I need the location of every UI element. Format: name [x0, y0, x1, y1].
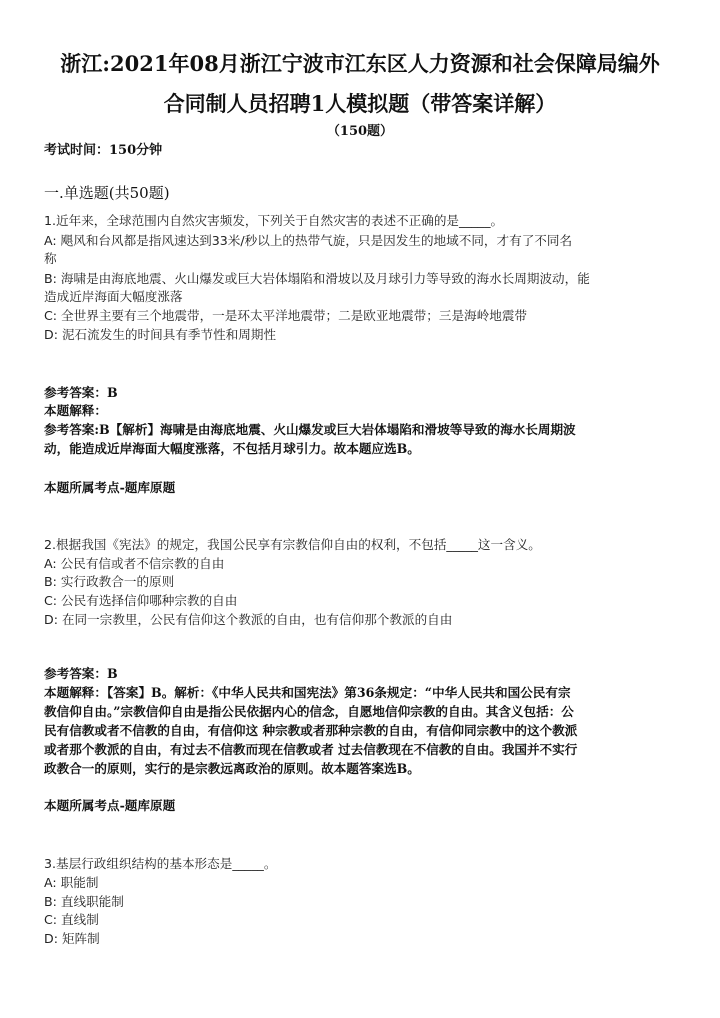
- question-2-explain-line-3: 民有信教或者不信教的自由，有信仰这 种宗教或者那种宗教的自由，有信仰同宗教中的这个教派: [44, 723, 578, 738]
- question-2-stem: 2.根据我国《宪法》的规定，我国公民享有宗教信仰自由的权利，不包括_____这一含义。: [44, 537, 541, 552]
- question-1-option-c: C: 全世界主要有三个地震带，一是环太平洋地震带；二是欧亚地震带；三是海岭地震带: [44, 308, 528, 323]
- question-3-stem: 3.基层行政组织结构的基本形态是_____。: [44, 856, 277, 871]
- question-1-option-d: D: 泥石流发生的时间具有季节性和周期性: [44, 327, 277, 342]
- question-1-source: 本题所属考点-题库原题: [44, 480, 176, 495]
- question-2-explain-line-1: 本题解释：【答案】B。解析：《中华人民共和国宪法》第36条规定：“中华人民共和国公民有宗: [44, 685, 571, 700]
- question-2-option-d: D: 在同一宗教里，公民有信仰这个教派的自由，也有信仰那个教派的自由: [44, 612, 453, 627]
- question-2-explain-line-4: 或者那个教派的自由，有过去不信教而现在信教或者 过去信教现在不信教的自由。我国并不实行: [44, 742, 578, 757]
- question-2-option-c: C: 公民有选择信仰哪种宗教的自由: [44, 593, 238, 608]
- document-title-line-1: 浙江:2021年08月浙江宁波市江东区人力资源和社会保障局编外: [60, 51, 660, 76]
- question-1-explain-line-1: 参考答案:B【解析】海啸是由海底地震、火山爆发或巨大岩体塌陷和滑坡等导致的海水长周期波: [44, 422, 576, 437]
- question-3-option-a: A: 职能制: [44, 875, 99, 890]
- question-2-answer: 参考答案：B: [44, 666, 118, 681]
- question-2-option-b: B: 实行政教合一的原则: [44, 574, 175, 589]
- question-1-option-a-cont: 称: [44, 251, 57, 266]
- question-1-option-a: A: 飓风和台风都是指风速达到33米/秒以上的热带气旋，只是因发生的地域不同，才有了不同名: [44, 233, 573, 248]
- question-count: （150题）: [326, 124, 394, 139]
- question-1-option-b: B: 海啸是由海底地震、火山爆发或巨大岩体塌陷和滑坡以及月球引力等导致的海水长周期波动，能: [44, 271, 590, 286]
- question-3-option-c: C: 直线制: [44, 912, 99, 927]
- question-1-stem: 1.近年来，全球范围内自然灾害频发，下列关于自然灾害的表述不正确的是_____。: [44, 213, 504, 228]
- exam-time: 考试时间：150分钟: [44, 143, 163, 158]
- question-2-explain-line-5: 政教合一的原则，实行的是宗教远离政治的原则。故本题答案选B。: [44, 761, 420, 776]
- section-heading: 一.单选题(共50题): [44, 184, 170, 202]
- question-2-option-a: A: 公民有信或者不信宗教的自由: [44, 556, 225, 571]
- document-title-line-2: 合同制人员招聘1人模拟题（带答案详解）: [163, 91, 557, 116]
- question-3-option-d: D: 矩阵制: [44, 931, 100, 946]
- question-2-source: 本题所属考点-题库原题: [44, 798, 176, 813]
- question-1-explain-line-2: 动，能造成近岸海面大幅度涨落，不包括月球引力。故本题应选B。: [44, 441, 420, 456]
- question-2-explain-line-2: 教信仰自由。”宗教信仰自由是指公民依据内心的信念，自愿地信仰宗教的自由。其含义包括：公: [44, 704, 574, 719]
- question-1-explain-label: 本题解释：: [44, 403, 107, 418]
- question-1-answer: 参考答案：B: [44, 385, 118, 400]
- question-3-option-b: B: 直线职能制: [44, 894, 124, 909]
- question-1-option-b-cont: 造成近岸海面大幅度涨落: [44, 289, 183, 304]
